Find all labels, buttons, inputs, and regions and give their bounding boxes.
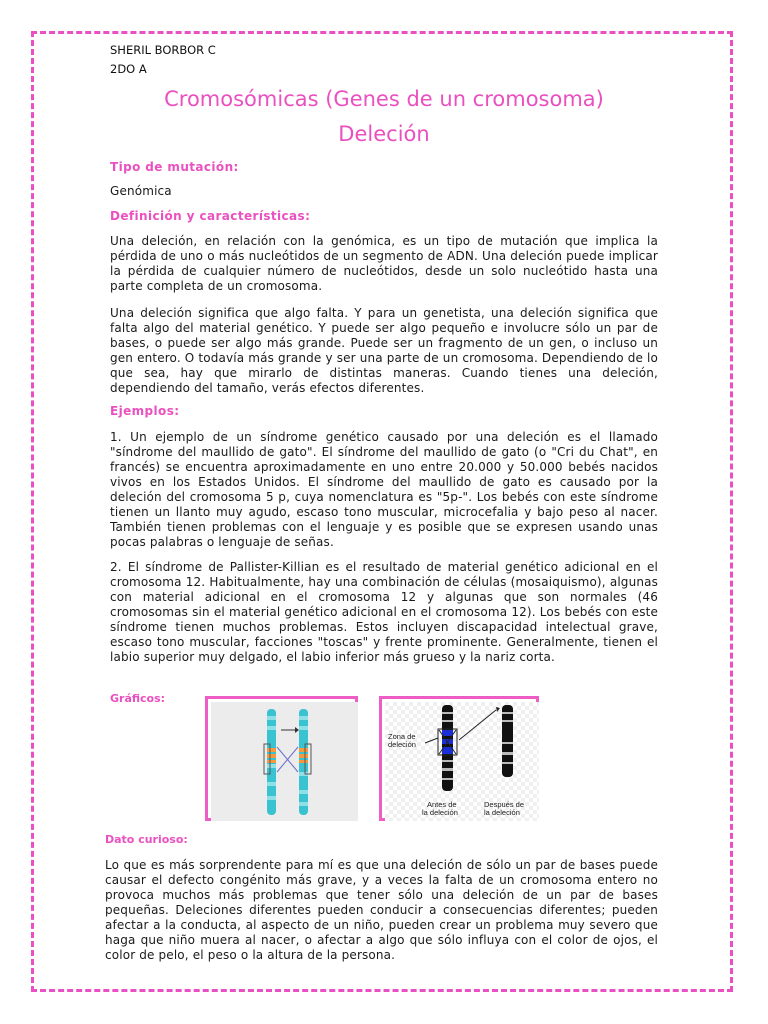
example-paragraph-2: 2. El síndrome de Pallister-Killian es el resultado de material genético adicional en el cromosoma 12. Habitualmente, hay una combinación de células (mosaiquismo), algunas con material adicional en el cromosoma 12 y algunas que son normales (46 cromosomas sin el material genético adicional en el cromosoma 12). Los bebés con este síndrome tienen muchos problemas. Estos incluyen discapacidad intelectual grave, escaso tono muscular, facciones "toscas" y frente prominente. Generalmente, tienen el labio superior muy delgado, el labio inferior más grueso y la nariz corta.	[110, 560, 658, 664]
after-label-1: Después de	[484, 800, 525, 809]
document-subtitle: Deleción	[338, 122, 430, 146]
mutation-type-value: Genómica	[110, 184, 172, 198]
mutation-type-heading: Tipo de mutación:	[110, 160, 239, 174]
chromosome-figure-2	[379, 696, 539, 821]
fun-fact-heading: Dato curioso:	[105, 833, 188, 846]
chromosome-diagram-teal	[211, 702, 358, 821]
grade-label: 2DO A	[110, 62, 147, 76]
document-title: Cromosómicas (Genes de un cromosoma)	[164, 87, 604, 111]
author-name: SHERIL BORBOR C	[110, 43, 216, 57]
fun-fact-paragraph: Lo que es más sorprendente para mí es que una deleción de sólo un par de bases puede causar el defecto congénito más grave, y a veces la falta de un cromosoma entero no provoca muchos más problemas que tener sólo una deleción de un par de bases pequeñas. Deleciones diferentes pueden conducir a consecuencias diferentes; pueden afectar a la conducta, al aspecto de un niño, pueden crear un problema muy severo que haga que niño muera al nacer, o afectar a algo que sólo influya con el color de ojos, el color de pelo, el peso o la altura de la persona.	[105, 858, 658, 962]
before-label-1: Antes de	[427, 800, 457, 809]
example-paragraph-1: 1. Un ejemplo de un síndrome genético causado por una deleción es el llamado "síndrome del maullido de gato". El síndrome del maullido de gato (o "Cri du Chat", en francés) se encuentra aproximadamente en uno entre 20.000 y 50.000 bebés nacidos vivos en los Estados Unidos. El síndrome del maullido de gato es causado por la deleción del cromosoma 5 p, cuya nomenclatura es "5p-". Los bebés con este síndrome tienen un llanto muy agudo, escaso tono muscular, microcefalia y bajo peso al nacer. También tienen problemas con el lenguaje y es posible que se expresen usando unas pocas palabras o lenguaje de señas.	[110, 430, 658, 549]
definition-paragraph-1: Una deleción, en relación con la genómica, es un tipo de mutación que implica la pérdida de uno o más nucleótidos de un segmento de ADN. Una deleción puede implicar la pérdida de cualquier número de nucleótidos, desde un solo nucleótido hasta una parte completa de un cromosoma.	[110, 234, 658, 293]
graphics-heading: Gráficos:	[110, 692, 166, 705]
definition-heading: Definición y características:	[110, 209, 311, 223]
before-label-2: la deleción	[422, 808, 458, 817]
chromosome-diagram-deletion	[385, 702, 539, 821]
after-label-2: la deleción	[484, 808, 520, 817]
zone-label-1: Zona de	[388, 732, 416, 741]
zone-label-2: deleción	[388, 740, 416, 749]
chromosome-figure-1	[205, 696, 358, 821]
definition-paragraph-2: Una deleción significa que algo falta. Y para un genetista, una deleción significa que falta algo del material genético. Y puede ser algo pequeño e involucre sólo un par de bases, o puede ser algo más grande. Puede ser un fragmento de un gen, o incluso un gen entero. O todavía más grande y ser una parte de un cromosoma. Dependiendo de lo que sea, hay que mirarlo de distintas maneras. Cuando tienes una deleción, dependiendo del tamaño, verás efectos diferentes.	[110, 306, 658, 395]
examples-heading: Ejemplos:	[110, 404, 180, 418]
